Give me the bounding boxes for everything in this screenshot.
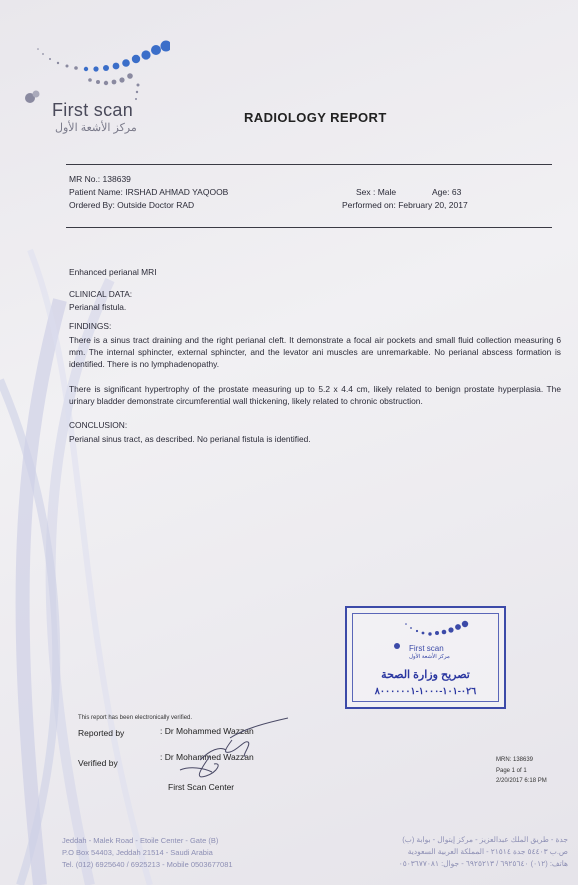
logo-name: First scan [52, 100, 134, 120]
patient-sex: Sex : Male [356, 187, 397, 197]
logo-arabic-name: مركز الأشعة الأول [55, 122, 137, 134]
conclusion-heading: CONCLUSION: [69, 420, 128, 430]
reported-by-label: Reported by [78, 728, 125, 738]
stamp-logo-arabic: مركز الأشعة الأول [409, 654, 450, 660]
footer-address-line-2: P.O Box 54403, Jeddah 21514 - Saudi Arabia [62, 848, 213, 857]
verified-by-label: Verified by [78, 758, 118, 768]
mrn-meta: MRN: 138639 [496, 757, 534, 763]
ministry-stamp [345, 606, 506, 709]
patient-age: Age: 63 [432, 187, 462, 197]
footer-arabic-address-line-2: ص.ب ٥٤٤٠٣ جدة ٢١٥١٤ - المملكة العربية السعودية [407, 847, 568, 856]
mr-number: MR No.: 138639 [69, 174, 131, 184]
conclusion-text: Perianal sinus tract, as described. No perianal fistula is identified. [69, 434, 311, 444]
footer-phone: Tel. (012) 6925640 / 6925213 - Mobile 0503677081 [62, 860, 233, 869]
report-datetime: 2/20/2017 6:18 PM [496, 778, 547, 784]
findings-heading: FINDINGS: [69, 321, 112, 331]
stamp-logo-name: First scan [409, 644, 444, 653]
exam-title: Enhanced perianal MRI [69, 267, 157, 277]
footer-address-line-1: Jeddah - Malek Road - Etoile Center - Gate (B) [62, 836, 219, 845]
header-rule-bottom [66, 227, 552, 228]
electronic-verification-note: This report has been electronically verified. [78, 715, 193, 721]
scan-center-name: First Scan Center [168, 782, 235, 792]
clinical-data-text: Perianal fistula. [69, 302, 127, 312]
footer-arabic-address-line-1: جدة - طريق الملك عبدالعزيز - مركز إيتوال - بوابة (ب) [402, 835, 568, 844]
stamp-license-number: ٠٢٦-١٠١-١٠٠٠-٨٠٠٠٠٠٠١ [374, 686, 477, 697]
header-rule-top [66, 164, 552, 165]
report-title: RADIOLOGY REPORT [244, 110, 387, 125]
page-number: Page 1 of 1 [496, 768, 527, 774]
footer-arabic-phone: هاتف: (٠١٢) ٦٩٢٥٦٤٠ / ٦٩٢٥٢١٣ - جوال: ٠٥٠٣٦٧٧٠٨١ [398, 859, 568, 868]
findings-paragraph-1: There is a sinus tract draining and the right perianal cleft. It demonstrate a focal air pockets and small fluid collection measuring 6 mm. The internal sphincter, external sphincter, and the levator ani muscles are unremarkable. No perianal abscess formation is identified. There is no lymphadenopathy. [69, 335, 561, 369]
ordered-by: Ordered By: Outside Doctor RAD [69, 200, 195, 210]
performed-on: Performed on: February 20, 2017 [342, 200, 468, 210]
patient-name: Patient Name: IRSHAD AHMAD YAQOOB [69, 187, 229, 197]
reported-by-name: : Dr Mohammed Wazzan [160, 726, 254, 736]
verified-by-name: : Dr Mohammed Wazzan [160, 752, 254, 762]
handwritten-signature-icon [160, 710, 300, 790]
stamp-ministry-line: تصريح وزارة الصحة [381, 669, 470, 681]
findings-paragraph-2: There is significant hypertrophy of the prostate measuring up to 5.2 x 4.4 cm, likely related to benign prostate hyperplasia. The urinary bladder demonstrate circumferential wall thickening, likely related to chronic obstruction. [69, 384, 561, 406]
clinical-data-heading: CLINICAL DATA: [69, 289, 133, 299]
